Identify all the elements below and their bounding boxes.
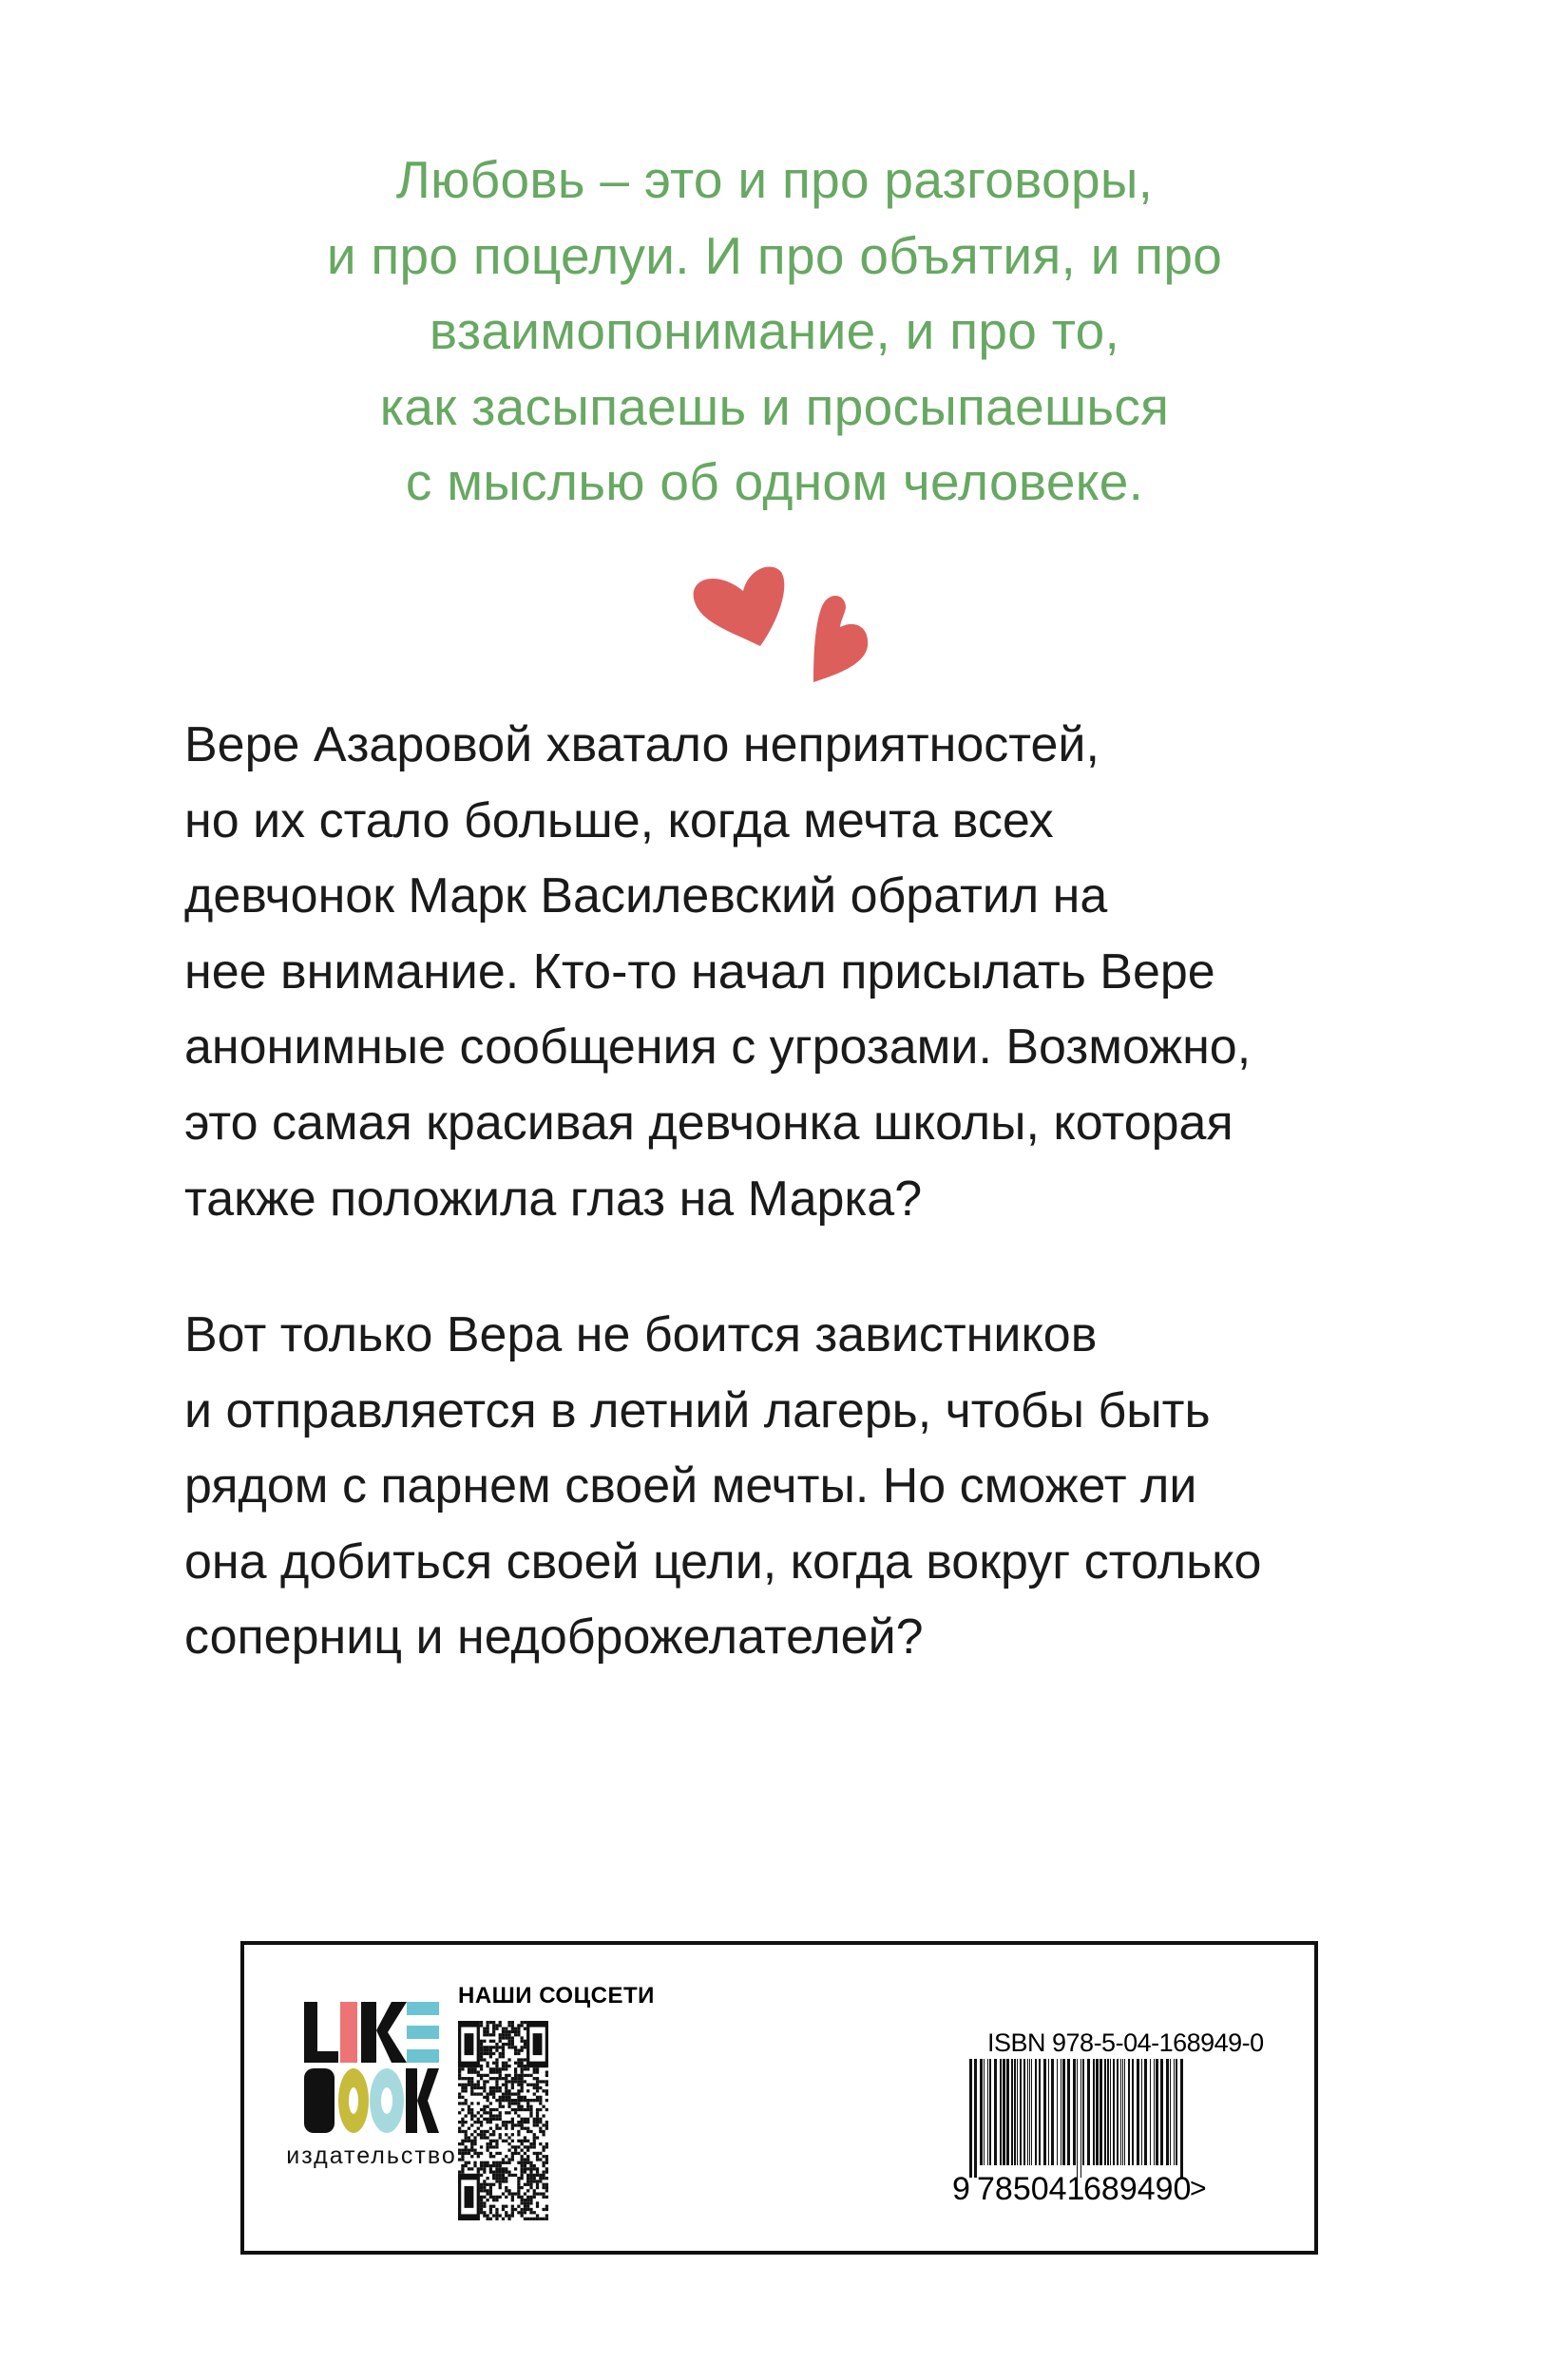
quote-line: Любовь – это и про разговоры, (395, 150, 1154, 209)
svg-text:издательство: издательство (286, 2142, 457, 2169)
svg-text:9: 9 (952, 2171, 970, 2207)
quote-line: взаимопонимание, и про то, (429, 301, 1120, 360)
tagline-quote (0, 143, 1549, 521)
svg-text:689490: 689490 (1083, 2171, 1192, 2207)
description-paragraph-1 (184, 708, 1251, 1237)
qr-title: НАШИ СОЦСЕТИ (458, 1983, 655, 2009)
text-line: Вот только Вера не боится завистников (184, 1307, 1098, 1362)
svg-text:785041: 785041 (977, 2171, 1085, 2207)
barcode (952, 2059, 1207, 2207)
text-line: также положила глаз на Марка? (184, 1171, 923, 1227)
qr-code[interactable] (458, 2021, 548, 2220)
text-line: рядом с парнем своей мечты. Но сможет ли (184, 1458, 1197, 1514)
text-line: но их стало больше, когда мечта всех (184, 792, 1054, 848)
description-paragraph-2 (184, 1298, 1261, 1676)
text-line: девчонок Марк Василевский обратил на (184, 868, 1108, 924)
isbn-label: ISBN 978-5-04-168949-0 (987, 2028, 1264, 2057)
text-line: анонимные сообщения с угрозами. Возможно, (184, 1019, 1252, 1076)
quote-line: и про поцелуи. И про объятия, и про (326, 225, 1223, 285)
hearts-icon (665, 532, 912, 694)
quote-line: как засыпаешь и просыпаешься (379, 376, 1170, 436)
text-line: и отправляется в летний лагерь, чтобы быть (184, 1382, 1211, 1438)
imprint-box (240, 1941, 1318, 2255)
text-line: нее внимание. Кто-то начал присылать Вере (184, 943, 1215, 1000)
likebook-logo (286, 2002, 457, 2192)
heart-icon (694, 566, 785, 646)
quote-line: с мыслью об одном человеке. (405, 452, 1144, 511)
heart-icon (813, 596, 868, 682)
text-line: она добиться своей цели, когда вокруг столько (184, 1533, 1262, 1590)
text-line: соперниц и недоброжелателей? (184, 1609, 924, 1666)
text-line: Вере Азаровой хватало неприятностей, (184, 717, 1100, 772)
svg-text:>: > (1190, 2173, 1207, 2204)
text-line: это самая красивая девчонка школы, которая (184, 1095, 1233, 1151)
